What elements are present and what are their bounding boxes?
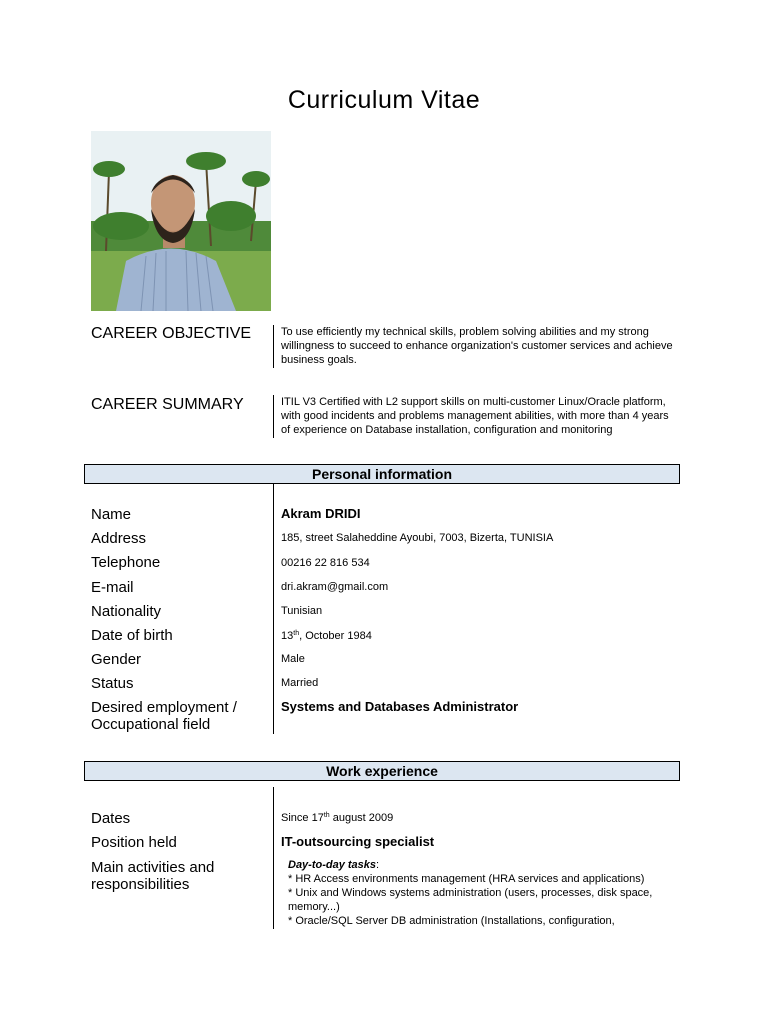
gender-label: Gender — [91, 651, 142, 668]
dob-suffix: th — [293, 630, 300, 637]
activity-item: * Unix and Windows systems administration (users, processes, disk space, memory...) — [288, 887, 653, 913]
position-label: Position held — [91, 834, 177, 851]
activity-item: * Oracle/SQL Server DB administration (Installations, configuration, — [288, 915, 615, 927]
dates-value — [281, 811, 393, 825]
career-summary-label: CAREER SUMMARY — [91, 396, 244, 413]
desired-employment-label — [91, 699, 237, 733]
work-experience-heading: Work experience — [84, 761, 680, 781]
status-value: Married — [281, 677, 319, 689]
activities-label-line2: responsibilities — [91, 876, 190, 893]
email-value: dri.akram@gmail.com — [281, 581, 389, 593]
activities-label-line1: Main activities and — [91, 859, 215, 876]
name-label: Name — [91, 506, 132, 523]
dates-rest: august 2009 — [329, 812, 394, 824]
date-of-birth-value — [281, 629, 372, 643]
divider-line — [273, 395, 274, 438]
personal-information-heading: Personal information — [84, 464, 680, 484]
divider-line — [273, 787, 274, 929]
profile-photo — [91, 131, 271, 311]
nationality-value: Tunisian — [281, 605, 323, 617]
divider-line — [273, 484, 274, 734]
address-label: Address — [91, 530, 147, 547]
document-title: Curriculum Vitae — [287, 86, 481, 114]
activities-label — [91, 859, 214, 893]
career-objective-text: To use efficiently my technical skills, problem solving abilities and my strong willingness to succeed to enhance organization's customer services and achieve business goals. — [281, 326, 673, 366]
activity-item: * HR Access environments management (HRA services and applications) — [288, 873, 645, 885]
nationality-label: Nationality — [91, 603, 162, 620]
activities-heading-line — [288, 858, 668, 872]
desired-employment-label-line2: Occupational field — [91, 716, 211, 733]
gender-value: Male — [281, 653, 305, 665]
dates-suffix: th — [323, 812, 330, 819]
activities-colon: : — [376, 859, 380, 871]
dates-label: Dates — [91, 810, 131, 827]
email-label: E-mail — [91, 579, 134, 596]
divider-line — [273, 325, 274, 368]
name-value: Akram DRIDI — [281, 506, 361, 521]
activities-heading: Day-to-day tasks — [288, 859, 377, 871]
status-label: Status — [91, 675, 134, 692]
dates-prefix: Since 17 — [281, 812, 324, 824]
address-value: 185, street Salaheddine Ayoubi, 7003, Bizerta, TUNISIA — [281, 532, 554, 544]
date-of-birth-label: Date of birth — [91, 627, 173, 644]
dob-day: 13 — [281, 630, 294, 642]
career-objective-label: CAREER OBJECTIVE — [91, 325, 252, 342]
dob-rest: , October 1984 — [299, 630, 372, 642]
telephone-label: Telephone — [91, 554, 161, 571]
career-summary-text: ITIL V3 Certified with L2 support skills on multi-customer Linux/Oracle platform, with good incidents and problems management abilities, with more than 4 years of experience on Database installation, configuration and monitoring — [281, 396, 669, 436]
desired-employment-label-line1: Desired employment / — [91, 699, 237, 716]
activities-list — [288, 858, 668, 928]
position-value: IT-outsourcing specialist — [281, 834, 435, 849]
desired-employment-value: Systems and Databases Administrator — [281, 699, 519, 714]
telephone-value: 00216 22 816 534 — [281, 557, 370, 569]
